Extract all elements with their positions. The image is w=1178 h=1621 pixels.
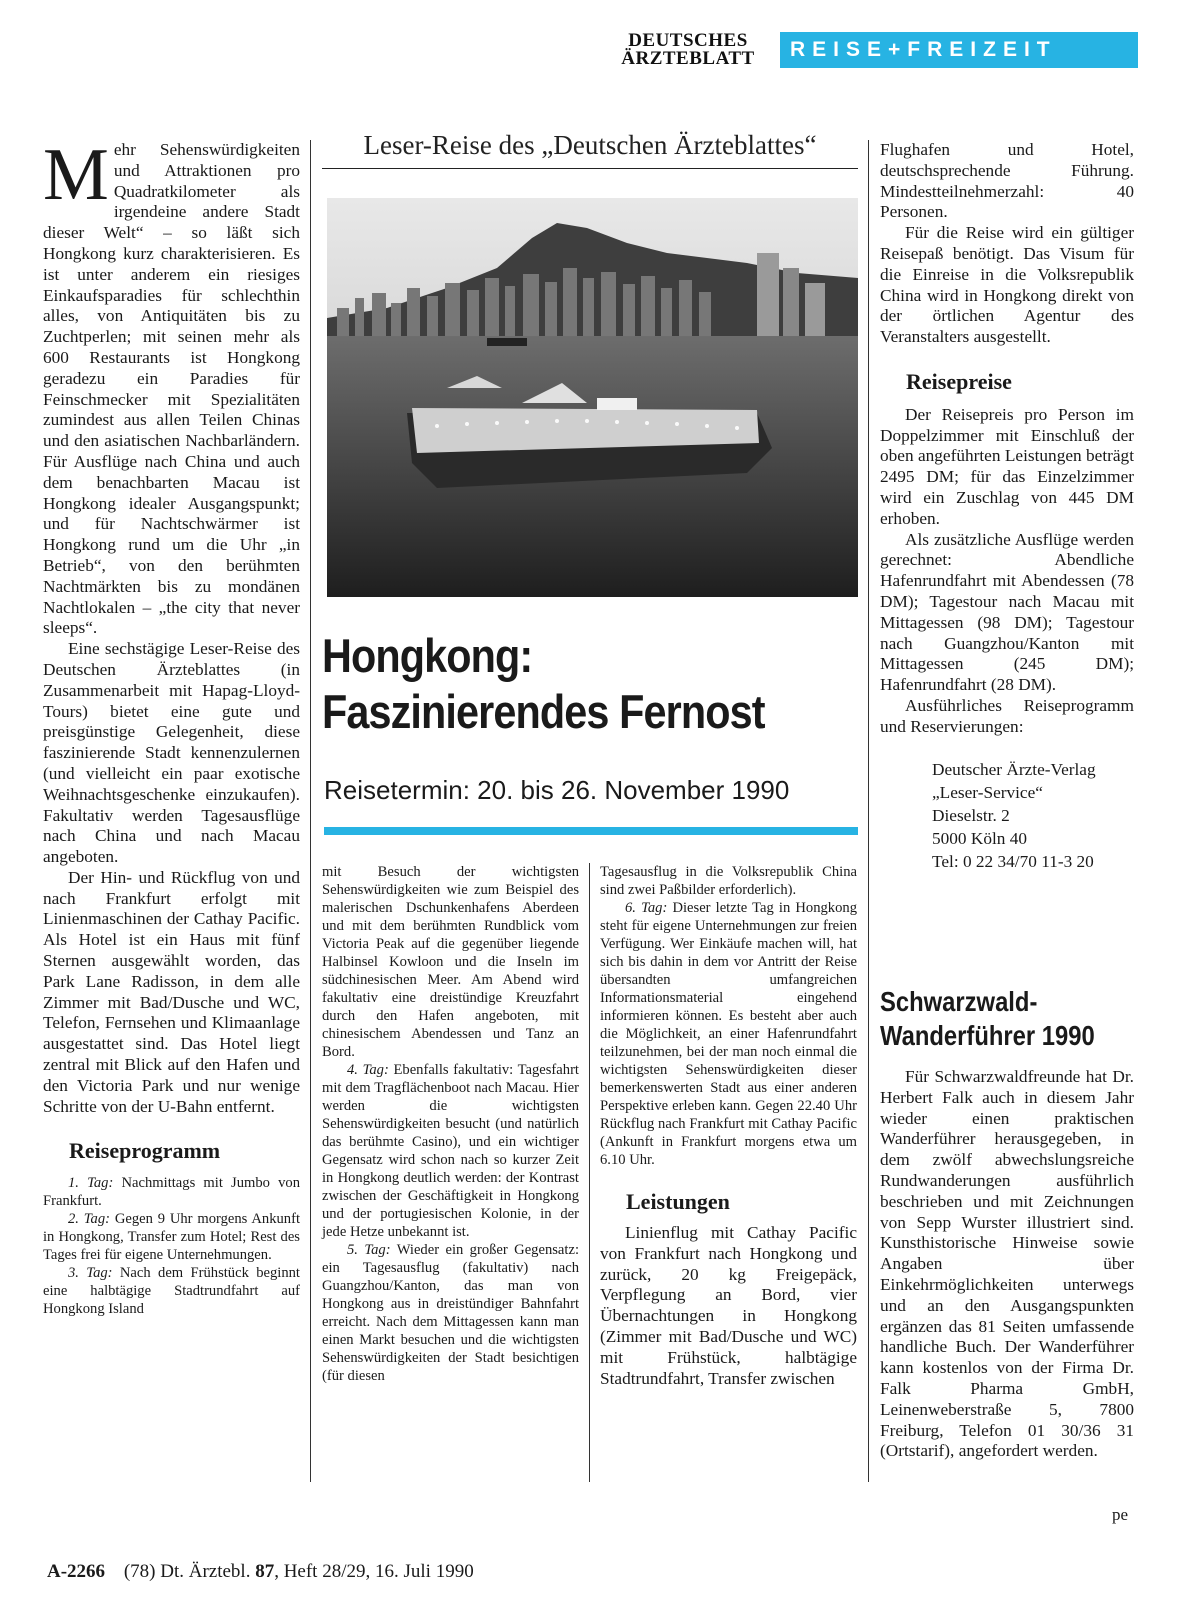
logo-line-1: DEUTSCHES bbox=[628, 30, 748, 51]
column-rule bbox=[868, 140, 869, 1482]
column-rule bbox=[310, 140, 311, 1482]
address-line: Tel: 0 22 34/70 11-3 20 bbox=[932, 851, 1094, 871]
page-number: A-2266 bbox=[47, 1561, 106, 1582]
footer-issue: , Heft 28/29, 16. Juli 1990 bbox=[274, 1561, 474, 1582]
side-headline bbox=[880, 985, 1095, 1053]
article-paragraph: Für die Reise wird ein gültiger Reisepaß benötigt. Das Visum für die Einreise in die Volksrepublik China wird in Hongkong direkt von der örtlichen Agentur des Veranstalters ausgestellt. bbox=[880, 223, 1134, 347]
section-band: REISE+FREIZEIT bbox=[780, 32, 1138, 68]
side-article bbox=[880, 1067, 1134, 1462]
article-paragraph: Eine sechstägige Leser-Reise des Deutschen Ärzteblattes (in Zusammenarbeit mit Hapag-Lloyd-Tours) bietet eine gute und preisgünstige Gelegenheit, diese faszinierende Stadt kennenzulernen (und vielleicht ein paar exotische Weihnachtsgeschenke einzukaufen). Fakultativ werden Tagesausflüge nach China und nach Macau angeboten. bbox=[43, 639, 300, 867]
subhead-reisepreise: Reisepreise bbox=[906, 368, 1012, 394]
article-column-3 bbox=[322, 863, 579, 1385]
subhead-leistungen: Leistungen bbox=[626, 1189, 730, 1214]
side-headline-line-2: Wanderführer 1990 bbox=[880, 1020, 1095, 1051]
day-text: Ebenfalls fakultativ: Tagesfahrt mit dem Tragflächenboot nach Macau. Hier werden die wichtigsten Sehenswürdigkeiten besucht (und natürlich das berühmte Casino), und ein wichtiger Gegensatz wird schon nach so kurzer Zeit in Hongkong deutlich werden: der Kontrast zwischen der Geschäftigkeit in Hongkong und der portugiesischen Kolonie, in der jede Hetze unbekannt ist. bbox=[322, 1062, 579, 1240]
page-footer bbox=[47, 1561, 474, 1583]
day-text: Nachmittags mit Jumbo von Frankfurt. bbox=[43, 1175, 300, 1210]
article-paragraph: Tagesausflug in die Volksrepublik China sind zwei Paßbilder erforderlich). bbox=[600, 864, 857, 898]
day-text: Gegen 9 Uhr morgens Ankunft in Hongkong, Transfer zum Hotel; Rest des Tages frei für eigene Unternehmungen. bbox=[43, 1211, 300, 1264]
address-line: Deutscher Ärzte-Verlag bbox=[932, 759, 1096, 779]
journal-logo bbox=[607, 32, 769, 68]
logo-line-2: ÄRZTEBLATT bbox=[621, 48, 755, 69]
day-label: 1. Tag: bbox=[68, 1175, 114, 1192]
day-text: Nach dem Frühstück beginnt eine halbtägige Stadtrundfahrt auf Hongkong Island bbox=[43, 1265, 300, 1318]
article-paragraph: mit Besuch der wichtigsten Sehenswürdigkeiten wie zum Beispiel des malerischen Dschunkenhafens Aberdeen und mit dem berühmten Rundblick vom Victoria Peak auf die gegenüber liegende Halbinsel Kowloon und die Inseln im südchinesischen Meer. Am Abend wird fakultativ eine dreistündige Kreuzfahrt durch den Hafen angeboten, mit chinesischem Abendessen und Tanz an Bord. bbox=[322, 864, 579, 1060]
kicker-rule bbox=[322, 168, 858, 169]
article-column-1 bbox=[43, 134, 300, 1318]
kicker: Leser-Reise des „Deutschen Ärzteblattes“ bbox=[363, 130, 817, 160]
article-paragraph: Linienflug mit Cathay Pacific von Frankfurt nach Hongkong und zurück, 20 kg Freigepäck, Verpflegung an Bord, vier Übernachtungen in Hongkong (Zimmer mit Bad/Dusche und WC) mit Frühstück, halbtägige Stadtrundfahrt, Transfer zwischen bbox=[600, 1223, 857, 1388]
article-paragraph: Ausführliches Reiseprogramm und Reservierungen: bbox=[880, 695, 1134, 736]
address-line: „Leser-Service“ bbox=[932, 782, 1043, 802]
article-column-4 bbox=[600, 863, 857, 1389]
side-article-text: Für Schwarzwaldfreunde hat Dr. Herbert Falk auch in diesem Jahr wieder einen praktischen Wanderführer herausgegeben, in dem zwölf abwechslungsreiche Rundwanderungen ausführlich beschrieben und mit Zeichnungen von Sepp Wurster illustriert sind. Kunsthistorische Hinweise sowie Angaben über Einkehrmöglichkeiten unterwegs und an den Ausgangspunkten ergänzen das 81 Seiten umfassende handliche Buch. Der Wanderführer kann kostenlos von der Firma Dr. Falk Pharma GmbH, Leinenweberstraße 5, 7800 Freiburg, Telefon 01 30/36 31 (Ortstarif), angefordert werden. bbox=[880, 1067, 1134, 1461]
article-paragraph: ehr Sehenswürdigkeiten und Attraktionen pro Quadratkilometer als irgendeine andere Stadt dieser Welt“ – so läßt sich Hongkong kurz charakterisieren. Es ist unter anderem ein riesiges Einkaufsparadies für schlechthin alles, von Antiquitäten bis zu Zuchtperlen; mit seinen mehr als 600 Restaurants ist Hongkong geradezu ein Paradies für Feinschmecker mit Spezialitäten zumindest aus allen Teilen Chinas und den asiatischen Nachbarländern. Für Ausflüge nach China und auch dem benachbarten Macau ist Hongkong idealer Ausgangspunkt; und für Nachtschwärmer ist Hongkong rund um die Uhr „in Betrieb“, von den berühmten Nachtmärkten bis zu mondänen Nachtlokalen – „the city that never sleeps“. bbox=[43, 140, 300, 638]
day-label: 4. Tag: bbox=[347, 1062, 389, 1078]
footer-citation: (78) Dt. Ärztebl. bbox=[123, 1561, 256, 1582]
headline-line-2: Faszinierendes Fernost bbox=[322, 685, 765, 738]
day-label: 2. Tag: bbox=[68, 1211, 110, 1228]
day-text: Dieser letzte Tag in Hongkong steht für eigene Unternehmungen zur freien Verfügung. Wer Einkäufe machen will, hat sich bis dahin in dem vor Antritt der Reise übersandten umfangreichen Informationsmaterial eingehend informieren können. Es besteht aber auch die Möglichkeit, an einer Hafenrundfahrt teilzunehmen, bei der man noch einmal die wichtigsten Sehenswürdigkeiten dieser bemerkenswerten Stadt aus einer anderen Perspektive erleben kann. Gegen 22.40 Uhr Rückflug nach Frankfurt mit Cathay Pacific (Ankunft in Frankfurt morgens etwa um 6.10 Uhr. bbox=[600, 900, 857, 1168]
footer-volume: 87 bbox=[255, 1561, 275, 1582]
author-initials: pe bbox=[1112, 1505, 1129, 1524]
accent-bar bbox=[324, 827, 858, 835]
headline-line-1: Hongkong: bbox=[322, 629, 533, 682]
article-paragraph: Flughafen und Hotel, deutschsprechende Führung. Mindestteilnehmerzahl: 40 Personen. bbox=[880, 140, 1134, 222]
day-label: 5. Tag: bbox=[347, 1242, 391, 1258]
day-text: Wieder ein großer Gegensatz: ein Tagesausflug (fakultativ) nach Guangzhou/Kanton, das man von Hongkong aus in dreistündiger Bahnfahrt erreicht. Nach dem Mittagessen kann man einen Markt besuchen und die wichtigsten Sehenswürdigkeiten der Stadt besichtigen (für diesen bbox=[322, 1242, 579, 1384]
drop-cap: M bbox=[43, 134, 109, 216]
hongkong-harbour-photo bbox=[327, 198, 858, 597]
day-label: 3. Tag: bbox=[68, 1265, 113, 1282]
side-headline-line-1: Schwarzwald- bbox=[880, 986, 1038, 1017]
masthead bbox=[607, 32, 1147, 72]
travel-dates: Reisetermin: 20. bis 26. November 1990 bbox=[324, 775, 790, 805]
article-paragraph: Der Reisepreis pro Person im Doppelzimmer mit Einschluß der oben angeführten Leistungen beträgt 2495 DM; für das Einzelzimmer wird ein Zuschlag von 445 DM erhoben. bbox=[880, 404, 1134, 528]
article-column-5 bbox=[880, 140, 1134, 873]
article-paragraph: Der Hin- und Rückflug von und nach Frankfurt erfolgt mit Linienmaschinen der Cathay Pacific. Als Hotel ist ein Haus mit fünf Sternen ausgewählt worden, das Park Lane Radisson, in dem alle Zimmer mit Bad/Dusche und WC, Telefon, Fernsehen und Klimaanlage ausgestattet sind. Das Hotel liegt zentral mit Blick auf den Hafen und den Victoria Park und nur wenige Schritte von der U-Bahn entfernt. bbox=[43, 867, 300, 1116]
column-rule bbox=[589, 863, 590, 1482]
day-label: 6. Tag: bbox=[625, 900, 668, 916]
article-paragraph: Als zusätzliche Ausflüge werden gerechnet: Abendliche Hafenrundfahrt mit Abendessen (78 DM); Tagestour nach Macau mit Mittagessen (98 DM); Tagestour nach Guangzhou/Kanton mit Mittagessen (245 DM); Hafenrundfahrt (28 DM). bbox=[880, 529, 1134, 695]
address-line: 5000 Köln 40 bbox=[932, 828, 1028, 848]
subhead-reiseprogramm: Reiseprogramm bbox=[69, 1138, 221, 1164]
headline bbox=[322, 628, 797, 740]
contact-address bbox=[932, 758, 1134, 873]
address-line: Dieselstr. 2 bbox=[932, 805, 1010, 825]
